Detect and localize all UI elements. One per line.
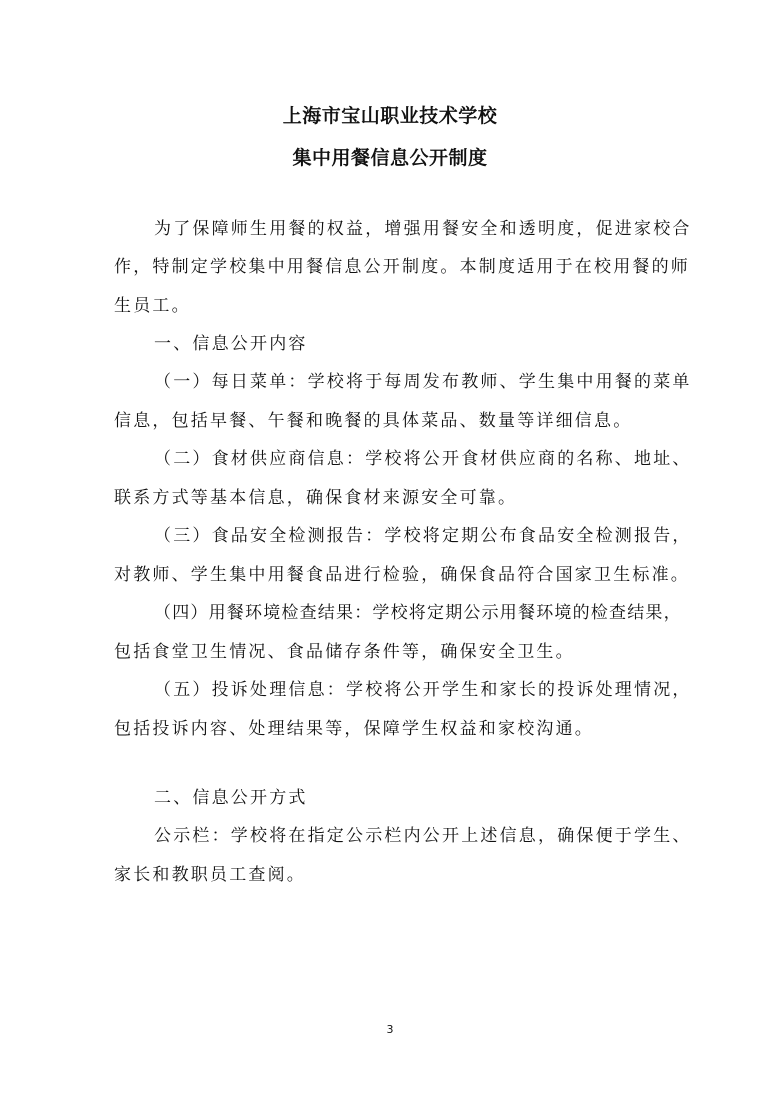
item-complaints-line-1: （五）投诉处理信息：学校将公开学生和家长的投诉处理情况， — [154, 680, 692, 700]
intro-line-2: 作，特制定学校集中用餐信息公开制度。本制度适用于在校用餐的师 — [114, 257, 690, 277]
item-menu-line-2: 信息，包括早餐、午餐和晚餐的具体菜品、数量等详细信息。 — [114, 411, 633, 431]
item-complaints-line-2: 包括投诉内容、处理结果等，保障学生权益和家校沟通。 — [114, 719, 594, 739]
item-environment-line-2: 包括食堂卫生情况、食品储存条件等，确保安全卫生。 — [114, 642, 575, 662]
document-title-school: 上海市宝山职业技术学校 — [282, 105, 498, 127]
item-supplier-line-2: 联系方式等基本信息，确保食材来源安全可靠。 — [114, 488, 518, 508]
page-number: 3 — [386, 1023, 394, 1036]
method-line-1: 公示栏：学校将在指定公示栏内公开上述信息，确保便于学生、 — [154, 826, 692, 846]
item-supplier-line-1: （二）食材供应商信息：学校将公开食材供应商的名称、地址、 — [154, 449, 692, 469]
item-safety-report-line-1: （三）食品安全检测报告：学校将定期公布食品安全检测报告， — [154, 526, 692, 546]
item-safety-report-line-2: 对教师、学生集中用餐食品进行检验，确保食品符合国家卫生标准。 — [114, 565, 690, 585]
section-heading-method: 二、信息公开方式 — [154, 788, 308, 808]
intro-line-3: 生员工。 — [114, 296, 191, 316]
document-title-policy: 集中用餐信息公开制度 — [292, 147, 488, 169]
section-heading-content: 一、信息公开内容 — [154, 334, 308, 354]
item-menu-line-1: （一）每日菜单：学校将于每周发布教师、学生集中用餐的菜单 — [154, 372, 692, 392]
method-line-2: 家长和教职员工查阅。 — [114, 865, 306, 885]
intro-line-1: 为了保障师生用餐的权益，增强用餐安全和透明度，促进家校合 — [154, 219, 692, 239]
item-environment-line-1: （四）用餐环境检查结果：学校将定期公示用餐环境的检查结果， — [154, 603, 682, 623]
